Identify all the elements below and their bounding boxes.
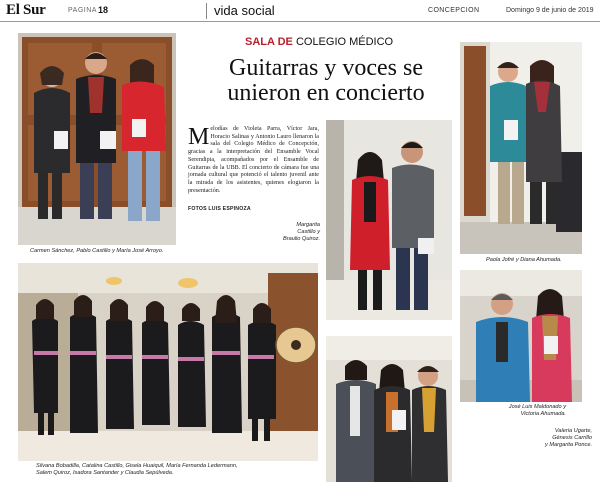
caption-three-women-line-2: Génesis Carrillo <box>552 435 592 441</box>
caption-photo-trio: Carmen Sánchez, Pablo Castillo y María José Arroyo. <box>30 248 164 254</box>
city-label: CONCEPCION <box>428 7 480 14</box>
photo-man-and-woman <box>460 270 582 402</box>
caption-ensemble-line-2: Salem Quiroz, Isadora Santander y Claudia Sepúlveda. <box>36 470 174 476</box>
caption-three-women-line-1: Valeria Ugarte, <box>554 428 592 434</box>
drop-cap: M <box>188 124 210 150</box>
photo-three-women <box>326 336 452 482</box>
caption-three-women-line-3: y Margarita Ponce. <box>545 442 592 448</box>
page-header <box>0 0 600 22</box>
kicker-black: COLEGIO MÉDICO <box>295 36 394 48</box>
kicker-red: SALA DE <box>245 36 293 48</box>
caption-man-woman-line-1: José Luis Maldonado y <box>508 404 566 410</box>
caption-photo-two-women: Paola Jofré y Diana Ahumada. <box>486 257 562 263</box>
caption-ensemble-line-1: Silvana Bobadilla, Catalina Castillo, Gisela Huaiquil, María Fernanda Ledermann, <box>36 463 238 469</box>
article-body <box>188 126 319 195</box>
caption-man-woman-line-2: Victoria Ahumada. <box>520 411 566 417</box>
caption-couple-line-1: Margarita <box>296 222 320 228</box>
section-name: vida social <box>214 3 275 18</box>
photo-couple-wall <box>326 120 452 320</box>
photo-two-women-door <box>460 42 582 254</box>
issue-date: Domingo 9 de junio de 2019 <box>506 7 594 14</box>
caption-photo-couple <box>262 222 320 243</box>
caption-photo-man-woman <box>470 404 566 418</box>
caption-photo-ensemble <box>36 463 306 477</box>
photo-credit: FOTOS LUIS ESPINOZA <box>188 206 251 212</box>
headline-line-1: Guitarras y voces se <box>229 55 423 81</box>
page-number: 18 <box>98 5 109 15</box>
photo-vocal-ensemble <box>18 263 318 461</box>
caption-couple-line-3: Braulio Quiroz. <box>283 236 320 242</box>
article-headline <box>190 56 462 106</box>
newspaper-logo: El Sur <box>6 2 46 18</box>
caption-couple-line-2: Castillo y <box>297 229 320 235</box>
page-label: PAGINA <box>68 7 97 14</box>
article-kicker <box>245 36 445 48</box>
headline-line-2: unieron en concierto <box>227 80 425 106</box>
header-divider <box>206 3 207 19</box>
caption-photo-three-women <box>512 428 592 449</box>
article-body-text: elodías de Violeta Parra, Víctor Jara, Horacio Salinas y Antonio Lauro llenaron la sala del Colegio Médico de Concepción, gracias a la interpretación del Ensamble Vocal Serendipia, acompañados por el Ensamble de Guitarras de la UBB. El concierto de cámara fue una jornada cultural que potenció el talento juvenil ante la mirada de los asistentes, quienes elogiaron la presentación. <box>188 126 319 194</box>
photo-trio-at-door <box>18 33 176 245</box>
